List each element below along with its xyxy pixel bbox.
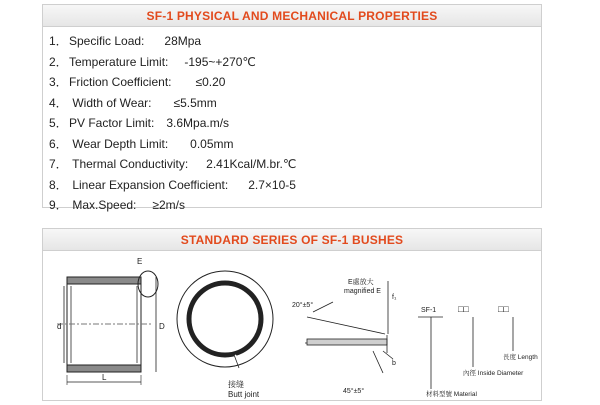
butt-joint-cn: 接缝 xyxy=(228,380,244,389)
property-number: 6． xyxy=(49,136,68,151)
bush-top-wall xyxy=(67,277,141,284)
bush-ring-view xyxy=(177,271,273,368)
property-number: 8． xyxy=(49,177,68,192)
property-value: ≤5.5mm xyxy=(173,95,217,110)
length-label: 長度 Length xyxy=(503,354,538,361)
inside-diameter-label: 內徑 Inside Diameter xyxy=(463,370,524,377)
properties-header xyxy=(43,5,541,27)
code-prefix: SF-1 xyxy=(421,307,437,314)
butt-joint-en: Butt joint xyxy=(228,390,260,399)
order-code-diagram xyxy=(418,317,513,389)
property-label: Specific Load: xyxy=(69,34,145,48)
property-number: 1． xyxy=(49,34,68,48)
code-boxes-2: □□ xyxy=(498,304,509,314)
property-number: 5． xyxy=(49,116,68,130)
angle-bottom: 45°±5° xyxy=(343,388,365,395)
property-value: 2.7×10-5 xyxy=(248,177,296,192)
bushes-title: STANDARD SERIES OF SF-1 BUSHES xyxy=(180,232,404,247)
magnified-en: magnified E xyxy=(344,288,381,295)
bush-technical-drawing xyxy=(43,251,541,400)
property-label: Temperature Limit: xyxy=(69,54,169,69)
angle-top: 20°±5° xyxy=(292,302,314,309)
property-number: 3． xyxy=(49,75,68,89)
property-label: PV Factor Limit: xyxy=(69,116,155,130)
material-label: 材料型號 Material xyxy=(426,391,477,398)
property-label: Wear Depth Limit: xyxy=(69,136,169,151)
property-value: ≤0.20 xyxy=(195,75,226,89)
properties-title: SF-1 PHYSICAL AND MECHANICAL PROPERTIES xyxy=(146,8,438,23)
bushes-header xyxy=(43,229,541,251)
property-friction-coefficient xyxy=(49,72,541,93)
bushes-panel xyxy=(42,228,542,401)
properties-list xyxy=(43,27,541,216)
property-temperature-limit xyxy=(49,52,541,73)
property-value: -195~+270℃ xyxy=(184,54,256,69)
property-value: 28Mpa xyxy=(164,34,202,48)
properties-panel xyxy=(42,4,542,212)
label-big-d: D xyxy=(159,322,165,331)
property-label: Thermal Conductivity: xyxy=(69,157,189,171)
property-number: 7． xyxy=(49,157,68,171)
property-label: Max.Speed: xyxy=(69,198,137,212)
property-value: ≥2m/s xyxy=(152,198,185,212)
property-label: Width of Wear: xyxy=(69,95,152,110)
property-number: 2． xyxy=(49,54,68,69)
property-specific-load xyxy=(49,31,541,52)
bush-cross-section xyxy=(57,271,158,385)
chamfer-line xyxy=(307,317,385,334)
property-number: 9． xyxy=(49,198,68,212)
label-f1: f₁ xyxy=(392,294,397,301)
property-width-of-wear xyxy=(49,93,541,114)
label-e: E xyxy=(137,257,143,266)
property-max-speed xyxy=(49,195,541,216)
property-number: 4． xyxy=(49,95,68,110)
property-label: Friction Coefficient: xyxy=(69,75,172,89)
property-wear-depth-limit xyxy=(49,134,541,155)
property-value: 2.41Kcal/M.br.℃ xyxy=(206,157,297,171)
property-pv-factor-limit xyxy=(49,113,541,134)
ring-inner xyxy=(189,283,261,355)
bush-bottom-wall xyxy=(67,365,141,372)
magnified-cn: E處放大 xyxy=(348,279,374,286)
property-label: Linear Expansion Coefficient: xyxy=(69,177,229,192)
label-b: b xyxy=(392,360,396,367)
label-l: L xyxy=(102,373,107,382)
property-thermal-conductivity xyxy=(49,154,541,175)
property-linear-expansion-coefficient xyxy=(49,175,541,196)
label-d: d xyxy=(57,322,62,331)
property-value: 0.05mm xyxy=(190,136,234,151)
code-boxes-1: □□ xyxy=(458,304,469,314)
property-value: 3.6Mpa.m/s xyxy=(166,116,230,130)
